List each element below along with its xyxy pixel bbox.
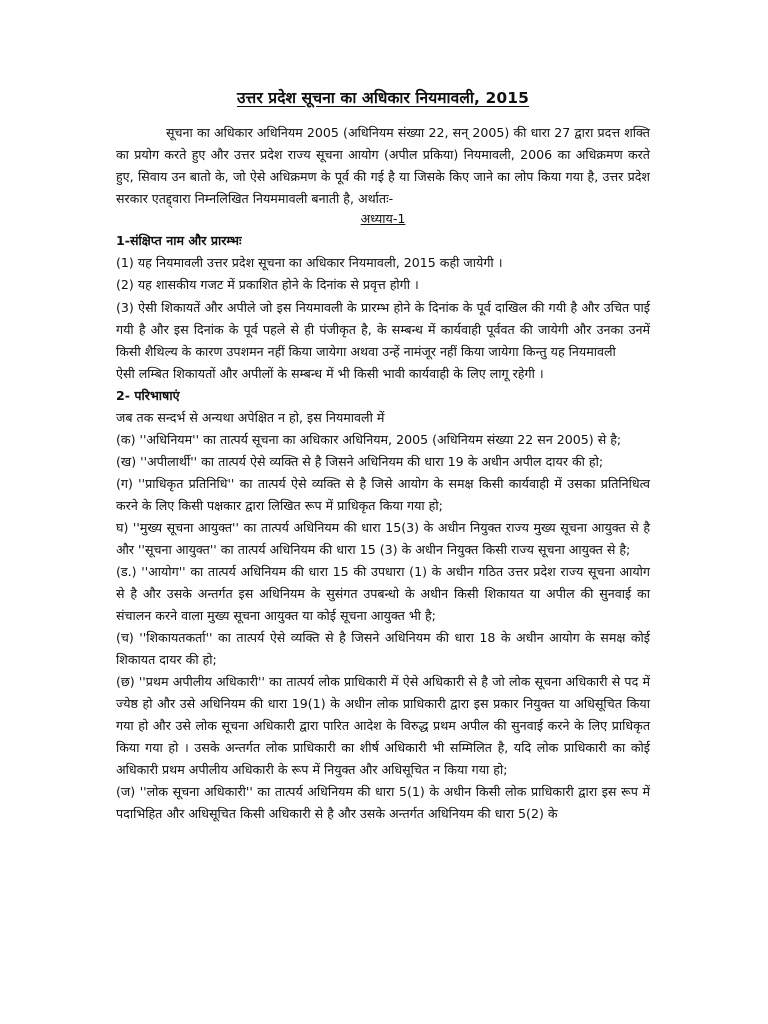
section-1-item: (1) यह नियमावली उत्तर प्रदेश सूचना का अधिकार नियमावली, 2015 कही जायेगी । — [116, 255, 503, 270]
definition-item: (ज) ''लोक सूचना अधिकारी'' का तात्पर्य अधिनियम की धारा 5(1) के अधीन किसी लोक प्राधिकारी द्वारा इस रूप में पदाभिहित और अधिसूचित किसी अधिकारी से है और उसके अन्तर्गत अधिनियम की धारा 5(2) के — [116, 784, 650, 821]
section-1-item: (3) ऐसी शिकायतें और अपीले जो इस नियमावली के प्रारम्भ होने के दिनांक के पूर्व दाखिल की गयी है और उचित पाई गयी है और इस दिनांक के पूर्व पहले से ही पंजीकृत है, के सम्बन्ध में कार्यवाही पूर्ववत की जायेगी और उनका उनमें किसी शैथिल्य के कारण उपशमन नहीं किया जायेगा अथवा उन्हें नामंजूर नहीं किया जायेगा किन्तु यह नियमावली — [116, 300, 650, 359]
preamble-paragraph: सूचना का अधिकार अधिनियम 2005 (अधिनियम संख्या 22, सन् 2005) की धारा 27 द्वारा प्रदत्त शक्ति का प्रयोग करते हुए और उत्तर प्रदेश राज्य सूचना आयोग (अपील प्रकिया) नियमावली, 2006 का अधिक्रमण करते हुए, सिवाय उन बातो के, जो ऐसे अधिक्रमण के पूर्व की गई है या जिसके किए जाने का लोप किया गया है, उत्तर प्रदेश सरकार एतद्द्वारा निम्नलिखित नियममावली बनाती है, अर्थातः- — [116, 125, 650, 206]
section-1-heading: 1-संक्षिप्त नाम और प्रारम्भः — [116, 233, 242, 248]
document-title: उत्तर प्रदेश सूचना का अधिकार नियमावली, 2015 — [236, 89, 530, 107]
section-2-heading: 2- परिभाषाएं — [116, 388, 180, 403]
definition-item: (ग) ''प्राधिकृत प्रतिनिधि'' का तात्पर्य ऐसे व्यक्ति से है जिसे आयोग के समक्ष किसी कार्यवाही में उसका प्रतिनिधित्व करने के लिए किसी पक्षकार द्वारा लिखित रूप में प्राधिकृत किया गया हो; — [116, 476, 650, 513]
definition-item: (छ) ''प्रथम अपीलीय अधिकारी'' का तात्पर्य लोक प्राधिकारी में ऐसे अधिकारी से है जो लोक सूचना अधिकारी से पद में ज्येष्ठ हो और उसे अधिनियम की धारा 19(1) के अधीन लोक प्राधिकारी द्वारा इस प्रकार नियुक्त या अधिसूचित किया गया हो और उसे लोक सूचना अधिकारी द्वारा पारित आदेश के विरुद्ध प्रथम अपील की सुनवाई करने के लिए प्राधिकृत किया गया हो । उसके अन्तर्गत लोक प्राधिकारी का शीर्ष अधिकारी भी सम्मिलित है, यदि लोक प्राधिकारी का कोई अधिकारी प्रथम अपीलीय अधिकारी के रूप में नियुक्त और अधिसूचित न किया गया हो; — [116, 674, 650, 777]
definition-item: (ख) ''अपीलार्थी'' का तात्पर्य ऐसे व्यक्ति से है जिसने अधिनियम की धारा 19 के अधीन अपील दायर की हो; — [116, 454, 604, 469]
definition-item: (च) ''शिकायतकर्ता'' का तात्पर्य ऐसे व्यक्ति से है जिसने अधिनियम की धारा 18 के अधीन आयोग के समक्ष कोई शिकायत दायर की हो; — [116, 630, 650, 667]
section-2-intro: जब तक सन्दर्भ से अन्यथा अपेक्षित न हो, इस नियमावली में — [116, 410, 385, 425]
definition-item: (क) ''अधिनियम'' का तात्पर्य सूचना का अधिकार अधिनियम, 2005 (अधिनियम संख्या 22 सन 2005) से है; — [116, 432, 622, 447]
section-1-item: ऐसी लम्बित शिकायतों और अपीलों के सम्बन्ध में भी किसी भावी कार्यवाही के लिए लागू रहेगी । — [116, 366, 544, 381]
chapter-heading: अध्याय-1 — [360, 211, 406, 226]
definition-item: घ) ''मुख्य सूचना आयुक्त'' का तात्पर्य अधिनियम की धारा 15(3) के अधीन नियुक्त राज्य मुख्य सूचना आयुक्त से है और ''सूचना आयुक्त'' का तात्पर्य अधिनियम की धारा 15 (3) के अधीन नियुक्त किसी राज्य सूचना आयुक्त से है; — [116, 520, 650, 557]
definition-item: (ड.) ''आयोग'' का तात्पर्य अधिनियम की धारा 15 की उपधारा (1) के अधीन गठित उत्तर प्रदेश राज्य सूचना आयोग से है और उसके अन्तर्गत इस अधिनियम के सुसंगत उपबन्धो के अधीन किसी शिकायत या अपील की सुनवाई का संचालन करने वाला मुख्य सूचना आयुक्त या कोई सूचना आयुक्त भी है; — [116, 564, 650, 623]
section-1-item: (2) यह शासकीय गजट में प्रकाशित होने के दिनांक से प्रवृत्त होगी । — [116, 277, 419, 292]
